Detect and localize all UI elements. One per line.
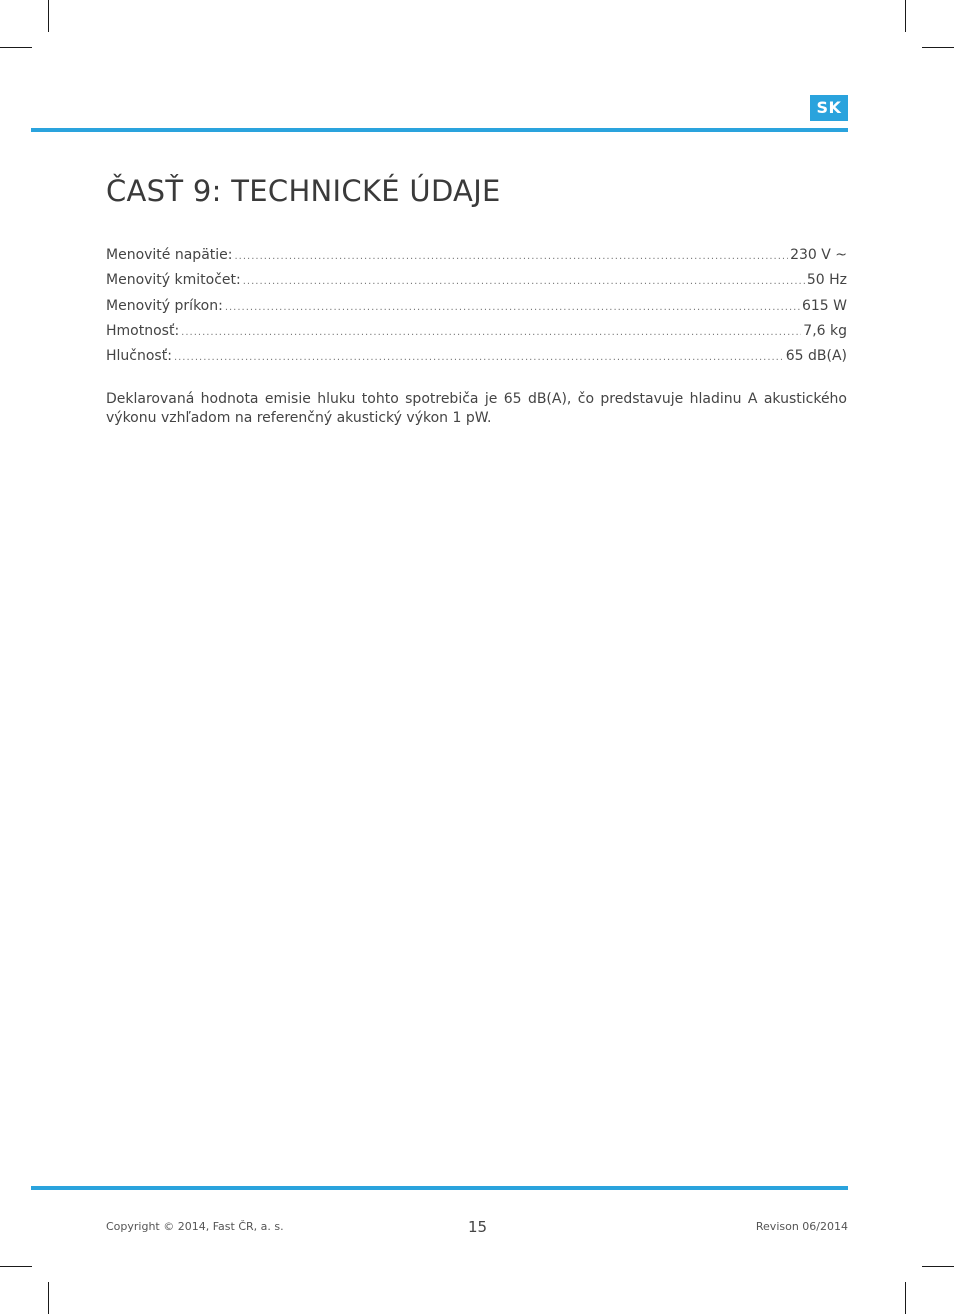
spec-value: 50 Hz — [806, 272, 847, 289]
leader-dots — [235, 251, 789, 262]
crop-mark — [905, 1282, 906, 1314]
language-badge: SK — [810, 95, 848, 121]
spec-row — [106, 323, 847, 348]
crop-mark — [905, 0, 906, 32]
copyright-text: Copyright © 2014, Fast ČR, a. s. — [106, 1220, 284, 1233]
spec-label: Menovité napätie: — [106, 247, 233, 263]
spec-value: 230 V ~ — [790, 247, 847, 263]
crop-mark — [48, 1282, 49, 1314]
header-rule — [31, 128, 848, 132]
spec-label: Menovitý kmitočet: — [106, 272, 241, 289]
spec-list — [106, 247, 847, 373]
leader-dots — [243, 276, 805, 287]
spec-label: Menovitý príkon: — [106, 297, 223, 314]
crop-mark — [0, 1266, 32, 1267]
footer-rule — [31, 1186, 848, 1190]
section-title: ČASŤ 9: TECHNICKÉ ÚDAJE — [106, 174, 501, 208]
leader-dots — [181, 327, 801, 338]
spec-row — [106, 348, 847, 373]
leader-dots — [174, 352, 784, 363]
spec-row — [106, 298, 847, 323]
crop-mark — [922, 1266, 954, 1267]
leader-dots — [225, 302, 800, 313]
spec-label: Hmotnosť: — [106, 322, 180, 339]
crop-mark — [0, 47, 32, 48]
spec-value: 7,6 kg — [803, 322, 847, 339]
revision-text: Revison 06/2014 — [755, 1220, 848, 1233]
spec-row — [106, 247, 847, 272]
page-number: 15 — [468, 1218, 488, 1236]
spec-value: 615 W — [801, 297, 847, 314]
spec-label: Hlučnosť: — [106, 348, 172, 365]
spec-value: 65 dB(A) — [785, 348, 847, 365]
crop-mark — [48, 0, 49, 32]
spec-row — [106, 272, 847, 297]
noise-emission-note: Deklarovaná hodnota emisie hluku tohto spotrebiča je 65 dB(A), čo predstavuje hladinu A akustického výkonu vzhľadom na referenčný akustický výkon 1 pW. — [106, 391, 847, 426]
crop-mark — [922, 47, 954, 48]
